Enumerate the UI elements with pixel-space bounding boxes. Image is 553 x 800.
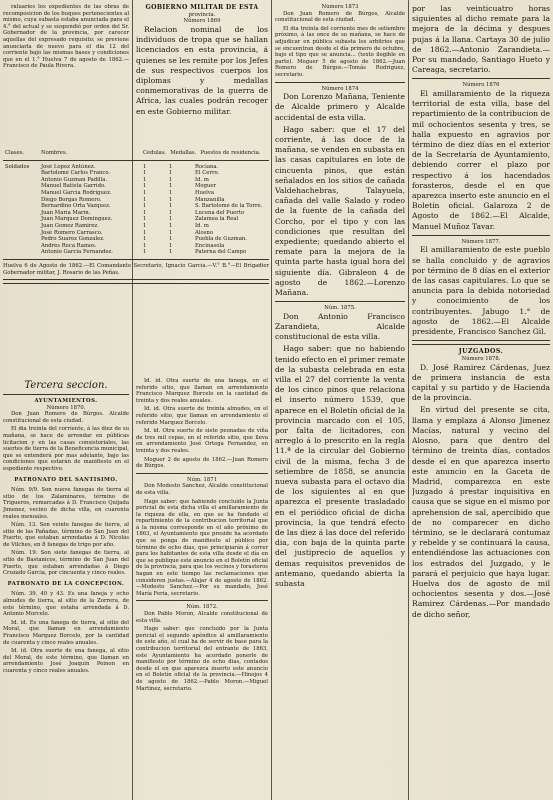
roster-place: S. Bartolomé de la Torre.: [195, 203, 263, 210]
roster-place: Moguer: [195, 183, 217, 190]
cedula-mark: 1: [143, 176, 147, 183]
column-rule: [132, 0, 133, 800]
roster-row: [3, 216, 269, 223]
roster-place: Id. m: [195, 176, 209, 183]
roster-place: Alosno: [195, 229, 214, 236]
arrendamiento-item: Id. id. Otra suerte de una fanega, en el referido sitio, que llaman en arrendamiento Francisco Marquez Borcelo en la cantidad de treinta y dos reales anuales.: [136, 378, 268, 404]
cedula-mark: 1: [143, 242, 147, 249]
column-1-bottom: [3, 378, 129, 798]
medalla-mark: 1: [169, 176, 173, 183]
cedula-mark: 1: [143, 236, 147, 243]
cedula-mark: 1: [143, 249, 147, 256]
juzgados-heading: JUZGADOS.: [458, 348, 504, 356]
roster-row: [3, 183, 269, 190]
roster-row: [3, 177, 269, 184]
tercera-seccion-heading: Tercera seccion.: [24, 380, 108, 391]
numero-1878: Número 1878.: [461, 356, 501, 363]
cedula-mark: 1: [143, 209, 147, 216]
gobierno-militar-title: GOBIERNO MILITAR DE ESTA: [145, 4, 259, 11]
medalla-mark: 1: [169, 189, 173, 196]
medalla-mark: 1: [169, 163, 173, 170]
roster-name: Manuel Batista Garrido.: [41, 183, 106, 190]
roster-table: [3, 150, 269, 375]
roster-clase: [3, 216, 39, 223]
alcalde-1875: Don Antonio Francisco Zarandieta, Alcalde constitucional de esta villa.: [275, 311, 405, 342]
roster-place: Zalamea la Real: [195, 216, 239, 223]
medalla-mark: 1: [169, 236, 173, 243]
column-rule: [408, 0, 409, 800]
column-1-top: [3, 4, 129, 154]
roster-name: Bartolomé Carlos Franco.: [41, 170, 111, 177]
roster-row: [3, 230, 269, 237]
roster-clase: [3, 236, 39, 243]
roster-name: Andrés Roca Ramos.: [41, 242, 97, 249]
medalla-mark: 1: [169, 183, 173, 190]
concepcion-item: Id. id. Es una fanega de tierra, al sitio del Moral, que llaman en arrendamiento Francisco Marquez Borcelo, por la cantidad de cuarenta y cinco reales anuales.: [3, 619, 129, 646]
roster-place: Manzanilla: [195, 196, 225, 203]
roster-name: Antonio Garcia Fernandez.: [41, 249, 113, 256]
notice-1871: Hago saber: que habiendo concluido la Junta pericial de esta dicha villa el amillaramiento de la riqueza de ella, en que se ha fundado el repartimiento de la contribucion territorial que á la misma corresponde en el año próximo de 1863, el Ayuntamiento que preside ha acordado que se ponga de manifiesto al público por término de ocho dias, que principiarán á correr para los habitantes de esta villa desde el día en que se publique este anuncio en el Boletín oficial de la provincia, para que los vecinos y forasteros hagan en este tiempo las reclamaciones que consideren justas.—Alajar 4 de agosto de 1862.—Modesto Sanchez.—Por su mandado, José María Feria, secretario.: [136, 498, 268, 597]
roster-clase: [3, 249, 39, 256]
roster-clase: [3, 170, 39, 177]
roster-clase: [3, 203, 39, 210]
col-header-puestos: Puestos de residencia.: [200, 150, 261, 156]
column-4: [412, 4, 550, 798]
patronato-item: Núm. 9/9. Son nueve fanegas de tierra al sitio de los Zalaminares, término de Trigueros, remarcadas á D. Francisco Quijada Jimenez, vecino de dicha villa, en cuarenta reales menuales.: [3, 487, 129, 520]
medalla-mark: 1: [169, 229, 173, 236]
numero-1874: Número 1874: [321, 85, 359, 92]
roster-row: [3, 223, 269, 230]
roster-name: Pedro Suarez Gonzalez.: [41, 236, 105, 243]
roster-name: Bernardino Orta Vazquez.: [41, 203, 111, 210]
subasta-paragraph: raluaries los expedientes de las obras de recomposicion de los buques pertenecientes al mismo, cuya subasta estaba anunciada para el 4.° del actual y se suspendió por orden del Sr. Gobernador de la provincia, por carecer aquellas del expresado requisito; se previene anunciarla de nuevo para el dia 12 del corriente bajo las mismas bases y condiciones que en el 1.° Huelva 7 de agosto de 1862.—Francisco de Paula Rivera.: [3, 4, 129, 70]
roster-row: [3, 197, 269, 204]
roster-place: Lucena del Puerto: [195, 209, 245, 216]
roster-place: Encinasola: [195, 242, 225, 249]
roster-name: Juan María Marin.: [41, 209, 91, 216]
roster-name: José Lopez Antúnez.: [41, 163, 96, 170]
roster-place: Huelva: [195, 189, 215, 196]
patronato-item: Núm. 19. Son siete fanegas de tierra, al sitio de Bastanicos, término de San Juan del Puerto, que estaban arrendadas á Diego Cruzado Garcia, por cincuenta y cinco reales.: [3, 550, 129, 577]
notice-1872: Hago saber: que concluido por la Junta pericial el segundo apéndice al amillaramiento de este año, el cual ha de servir de base para la contribucion territorial del entrante de 1863, este Ayuntamiento ha acordado ponerle de manifiesto por término de ocho dias, contados desde el en que aparezca inserto este anuncio en el Boletín oficial de la provincia.—Hinojos 4 de agosto de 1862.—Pablo Moron.—Miguel Martinez, secretario.: [136, 626, 268, 692]
patronato-concepcion-heading: PATRONATO DE LA CONCEPCION.: [7, 580, 125, 587]
signature-moguer: Moguer 2 de agosto de 1862.—Juan Romero de Búrgos.: [136, 456, 268, 470]
relacion-paragraph: Relacion nominal de los individuos de tropa que se hallan licenciados en esta provincia, á quienes se les remite por los Jefes de sus respectivos cuerpos los diplomas y medallas conmemorativas de la guerra de Africa, las cuales podrán recoger en este Gobierno militar.: [136, 24, 268, 116]
roster-clase: [3, 210, 39, 217]
roster-place: Puebla de Guzman.: [195, 236, 247, 243]
roster-name: Diego Borgas Romero.: [41, 196, 102, 203]
medalla-mark: 1: [169, 196, 173, 203]
roster-place: Id. m: [195, 222, 209, 229]
cedula-mark: 1: [143, 189, 147, 196]
roster-row: [3, 249, 269, 256]
cedula-mark: 1: [143, 203, 147, 210]
alcalde-1870: Don Juan Romero de Búrgos. Alcalde constitucional de esta ciudad.: [3, 411, 129, 424]
roster-name: Manuel Garcia Rodriguez.: [41, 189, 112, 196]
col-header-clases: Clases.: [5, 150, 25, 156]
concepcion-item: Id. id. Otra suerte de una fanega, al sitio del Moral, de este término, que llaman en arrendamiento José Joaquin Peinon en cuarenta y cinco reales anuales.: [3, 648, 129, 674]
cedula-mark: 1: [143, 170, 147, 177]
notice-1874: Hago saber: que el 17 del corriente, á las doce de la mañana, se venden en subasta en las casas capitulares en lote de cincuenta pinos, que están señalados en los sitios de cañada Valdehachebras, Talayuela, cañada del valle Salado y rodeo de la fuente de la cañada del Corcho, por el tipo y con las condiciones que resultan del expediente; quedando abierto el remate para la mejora de la quinta parte hasta igual hora del siguiente día. Gibraleon 4 de agosto de 1862.—Lorenzo Mañana.: [275, 124, 405, 297]
roster-clase: [3, 230, 39, 237]
roster-row: [3, 243, 269, 250]
medalla-mark: 1: [169, 170, 173, 177]
roster-name: Juan Gomez Ramirez.: [41, 222, 99, 229]
patronato-item: Núm. 13. Son veinte fanegas de tierra, al sitio de las Pañadas, término de San Juan del Puerto, que estaban arrendadas á D. Nicolás de Vilches, en 8 fanegas de trigo por año.: [3, 522, 129, 548]
medalla-mark: 1: [169, 216, 173, 223]
roster-name: Juan Marquez Dominguez.: [41, 216, 113, 223]
roster-row: [3, 210, 269, 217]
numero-1869: Número 1869: [183, 18, 221, 25]
alcalde-1871: Don Modesto Sanchez, Alcalde constitucional de esta villa.: [136, 483, 268, 496]
roster-clase: [3, 177, 39, 184]
roster-row: [3, 236, 269, 243]
roster-row: [3, 164, 269, 171]
numero-1870: Número 1870.: [46, 404, 86, 411]
notice-1870: El dia treinta del corriente, á las diez de su mañana, se hace de arrendar en públicas licitacion y en las casas consistoriales, las suertes de tierra de la Beneficencia municipal, que se entenderá por mas adelante, bajo las condiciones que estarán de manifiesto en el espediente respectivo.: [3, 426, 129, 472]
roster-clase: Soldados: [5, 163, 30, 170]
medalla-mark: 1: [169, 209, 173, 216]
roster-clase: [3, 243, 39, 250]
alcalde-1872: Don Pablo Moron, Alcalde constitucional de esta villa.: [136, 611, 268, 624]
roster-place: El Cerro.: [195, 170, 220, 177]
notice-1873: El dia treinta del corriente mes de setiembre próximo, á las once de su mañana, se hace de adjudicar en pública subasta los arbitrios que se encuentran desde el día primero de octubre, bajo el tipo que se anuncia... (texto ilegible en parte). Moguer 5 de agosto de 1862.—Juan Romero de Búrgos.—Tomás Rodriguez, secretario.: [275, 25, 405, 78]
roster-place: Rociana.: [195, 163, 219, 170]
ayuntamientos-heading: AYUNTAMIENTOS.: [34, 398, 98, 404]
arrendamiento-item: Id. id. Otra suerte de siete peonadas de viña de tres mil cepas, en el referido sitio, que lleva en arrendamiento José Ortega Fernandez, en treinta y dos reales.: [136, 428, 268, 454]
alcalde-1874: Don Lorenzo Mañana, Teniente de Alcalde primero y Alcalde accidental de esta villa.: [275, 92, 405, 122]
medalla-mark: 1: [169, 222, 173, 229]
col-header-nombres: Nombres.: [41, 150, 68, 156]
concepcion-item: Núm. 39, 40 y 43. Es una faneja y ocho almudes de tierra, al sitio de la Zorrera, de este término, que estaba arrendada á D. Antonio Morcelo.: [3, 591, 129, 618]
roster-clase: [3, 223, 39, 230]
juez-1878: D. José Ramirez Cárdenas, Juez de primera instancia de esta capital y su partido y de Hacienda de la provincia.: [412, 362, 550, 403]
numero-1872: Núm. 1872.: [186, 604, 218, 611]
numero-1876: Número 1876: [462, 82, 500, 89]
notice-1875-end: por las veinticuatro horas siguientes al dicho remate para la mejora de la décima y despues pujas á la llana. Cartaya 30 de julio de 1862.—Antonio Zarandieta.—Por su mandado, Santiago Hueto y Careaga, secretario.: [412, 4, 550, 75]
numero-1875: Núm. 1875.: [324, 305, 356, 312]
roster-row: [3, 190, 269, 197]
roster-clase: [3, 197, 39, 204]
gobierno-subtitle: provincia.: [188, 11, 216, 18]
roster-place: Paterna del Campo: [195, 249, 247, 256]
medalla-mark: 1: [169, 242, 173, 249]
column-3: [275, 4, 405, 798]
column-2-bottom: [136, 378, 268, 798]
notice-1878: En virtud del presente se cita, llama y emplaza á Alonso Jimenez Macías, natural y vecino del Alosno, para que dentro del término de treinta días, contados desde el en que aparezca inserto este anuncio en la Gaceta de Madrid, comparezca en este Juzgado á prestar inquisitiva en causa que se sigue en el mismo por aprehension de sal, apercibido que de no comparecer en dicho término, se le declarará contumaz y rebelde y se continuará la causa, entendiéndose las actuaciones con los estrados del Juzgado, y le parará el perjuicio que haya lugar. Huelva dos de agosto de mil ochocientos sesenta y dos.—José Ramirez Cárdenas.—Por mandado de dicho señor,: [412, 405, 550, 619]
notice-1875: Hago saber: que no habiendo tenido efecto en el primer remate de la subasta celebrada en esta villa el 27 del corriente la venta de los cinco pinos que relaciona el inserto número 1539, que aparece en el Boletín oficial de la provincia marcado con el 105, por falta de licitadores, con arreglo á lo prescrito en la regla 11.ª de la circular del Gobierno civil de la misma, fecha 3 de setiembre de 1858, se anuncia nueva subasta para el octavo dia de los siguientes al en que aparezca el presente trasladado en el periódico oficial de dicha provincia, la que tendrá efecto de las diez á las doce del referido dia, con baja de la quinta parte del justiprecio de aquellos y demas requisitos prevenidos de antemano, quedando abierta la subasta: [275, 344, 405, 589]
roster-row: [3, 203, 269, 210]
numero-1877: Número 1877.: [461, 238, 501, 245]
alcalde-1873: Don Juan Romero de Búrgos, Alcalde constitucional de esta ciudad.: [275, 10, 405, 24]
cedula-mark: 1: [143, 216, 147, 223]
roster-clase: [3, 190, 39, 197]
cedula-mark: 1: [143, 163, 147, 170]
roster-row: [3, 170, 269, 177]
roster-signature: Huelva 6 de Agosto de 1862.—El Comandante Secretario, Ignacio Garcia.—V.° B.°—El Brigadier Gobernador militar, J. Rosario de las Peñas.: [3, 262, 269, 276]
cedula-mark: 1: [143, 229, 147, 236]
col-header-medallas: Medallas.: [170, 150, 197, 156]
cedula-mark: 1: [143, 222, 147, 229]
roster-name: José Romero Carrasco.: [41, 229, 103, 236]
notice-1877: El amillaramiento de este pueblo se halla concluido y de agravios por término de 8 días en el exterior de las casas capitulares. Lo que se anuncia para la debida notoriedad y conocimiento de los contribuyentes. Jabugo 1.° de agosto de 1862.—El Alcalde presidente, Francisco Sanchez Gil.: [412, 245, 550, 337]
notice-1876: El amillaramiento de la riqueza territorial de esta villa, base del repartimiento de la contribucion de mil ochocientos sesenta y tres, se halla expuesto en agravios por término de diez días en el exterior de la Secretaría de Ayuntamiento, debiendo correr el plazo por respectivo á los hacendados forasteros, desde el en que aparezca inserto este anuncio en el Boletín oficial. Galaroza 2 de Agosto de 1862.—El Alcalde, Manuel Muñoz Tavar.: [412, 89, 550, 231]
cedula-mark: 1: [143, 183, 147, 190]
roster-name: Antonio Guzman Padilla.: [41, 176, 108, 183]
column-2-top: [136, 4, 268, 148]
column-rule: [271, 0, 272, 800]
roster-clase: [3, 183, 39, 190]
numero-1873: Número 1873: [321, 4, 359, 10]
medalla-mark: 1: [169, 249, 173, 256]
patronato-santisimo-heading: PATRONATO DEL SANTISIMO.: [14, 476, 118, 483]
numero-1871: Núm. 1871: [187, 476, 217, 483]
cedula-mark: 1: [143, 196, 147, 203]
arrendamiento-item: Id. id. Otra suerte de treinta almudes, en el referido sitio, que llaman en arrendamiento el referido Marquez Borcelo.: [136, 406, 268, 426]
medalla-mark: 1: [169, 203, 173, 210]
col-header-cedulas: Cédulas.: [143, 150, 167, 156]
